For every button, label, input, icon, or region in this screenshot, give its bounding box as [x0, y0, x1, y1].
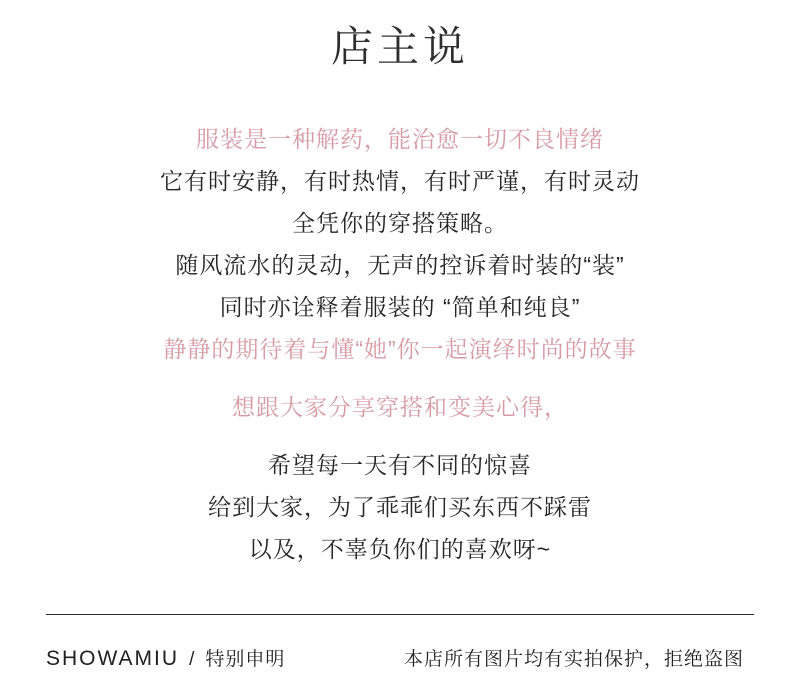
message-line: 想跟大家分享穿搭和变美心得，: [232, 394, 568, 421]
footer-note: 特别申明: [205, 649, 286, 670]
message-line: 给到大家，为了乖乖们买东西不踩雷: [208, 494, 592, 521]
message-line: 静静的期待着与懂“她”你一起演绎时尚的故事: [163, 336, 637, 363]
message-line: 随风流水的灵动，无声的控诉着时装的“装”: [175, 252, 625, 279]
message-line: 同时亦诠释着服装的 “简单和纯良”: [219, 294, 581, 321]
message-body: [0, 118, 800, 570]
footer-separator: /: [189, 649, 196, 670]
footer: [46, 614, 754, 700]
brand-name: SHOWAMIU: [46, 647, 180, 670]
page-title: 店主说: [330, 23, 469, 70]
message-line: 它有时安静，有时热情，有时严谨，有时灵动: [160, 168, 640, 195]
message-line: 以及，不辜负你们的喜欢呀~: [248, 536, 552, 563]
footer-left-group: [46, 644, 285, 671]
message-line: 希望每一天有不同的惊喜: [268, 452, 532, 479]
footer-right-note: 本店所有图片均有实拍保护，拒绝盗图: [403, 649, 744, 670]
message-line: 全凭你的穿搭策略。: [292, 210, 508, 237]
message-line: 服装是一种解药，能治愈一切不良情绪: [196, 126, 604, 153]
